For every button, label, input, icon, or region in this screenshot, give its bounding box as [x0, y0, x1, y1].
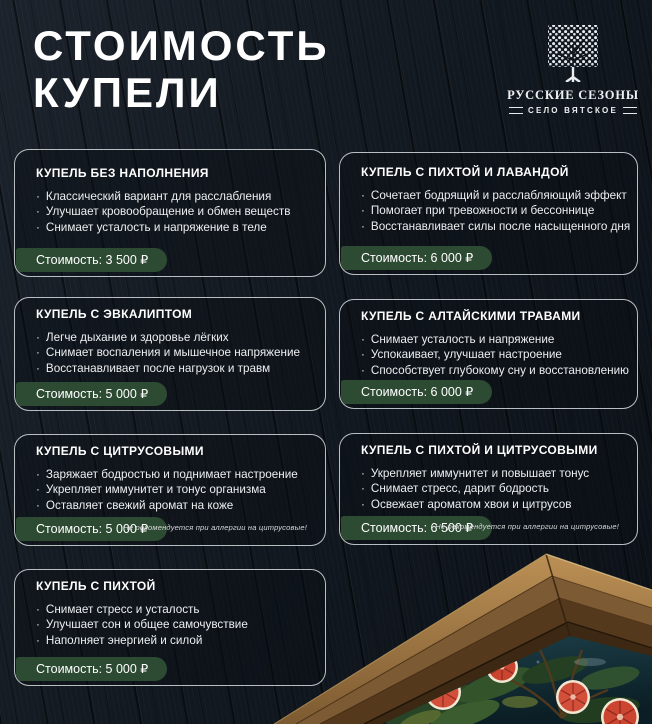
- page-title: [33, 22, 330, 116]
- bullet-item: [36, 602, 321, 617]
- bullet-dot: ·: [36, 220, 40, 234]
- card-title: КУПЕЛЬ С ЭВКАЛИПТОМ: [36, 307, 193, 321]
- card-title: КУПЕЛЬ С ПИХТОЙ И ЦИТРУСОВЫМИ: [361, 443, 598, 457]
- tree-icon: [546, 24, 600, 82]
- card-title: КУПЕЛЬ С АЛТАЙСКИМИ ТРАВАМИ: [361, 309, 581, 323]
- bullet-dot: ·: [36, 361, 40, 375]
- bullet-item: [36, 345, 321, 360]
- bullet-dot: ·: [361, 467, 365, 480]
- bullet-item: [361, 188, 633, 203]
- bullet-dot: ·: [36, 498, 40, 512]
- brand-location-row: [505, 106, 641, 115]
- brand-location: СЕЛО ВЯТСКОЕ: [527, 106, 618, 115]
- bullet-text: Снимает стресс, дарит бодрость: [370, 482, 549, 496]
- bullet-dot: ·: [361, 497, 365, 511]
- bullet-item: [36, 482, 321, 497]
- bullet-item: [361, 466, 633, 481]
- bullet-text: Улучшает кровообращение и обмен веществ: [45, 205, 291, 219]
- bullet-dot: ·: [361, 219, 365, 233]
- bullet-item: [361, 332, 633, 347]
- bullet-item: [36, 330, 321, 345]
- page-title-line2: КУПЕЛИ: [33, 69, 222, 116]
- bullet-text: Укрепляет иммунитет и повышает тонус: [370, 467, 590, 480]
- bullet-dot: ·: [361, 204, 365, 218]
- bullet-text: Способствует глубокому сну и восстановлению: [370, 363, 629, 377]
- bullet-text: Освежает ароматом хвои и цитрусов: [370, 497, 572, 511]
- bullet-dot: ·: [36, 618, 40, 632]
- bullet-text: Легче дыхание и здоровье лёгких: [45, 331, 229, 344]
- bullet-dot: ·: [361, 348, 365, 362]
- price-badge: Стоимость: 6 500 ₽: [341, 516, 492, 540]
- card-title: КУПЕЛЬ С ЦИТРУСОВЫМИ: [36, 444, 204, 458]
- page-title-line1: СТОИМОСТЬ: [33, 22, 330, 69]
- card-title: КУПЕЛЬ БЕЗ НАПОЛНЕНИЯ: [36, 166, 209, 180]
- bullet-item: [361, 363, 633, 378]
- bullet-item: [361, 347, 633, 362]
- bullet-text: Классический вариант для расслабления: [45, 190, 272, 203]
- price-badge: Стоимость: 3 500 ₽: [16, 248, 167, 272]
- bullet-dot: ·: [361, 363, 365, 377]
- bullet-text: Помогает при тревожности и бессоннице: [370, 204, 595, 218]
- bullet-dot: ·: [36, 331, 40, 344]
- card-kupel-no-filling: [14, 149, 326, 277]
- card-bullets: [361, 466, 633, 512]
- bullet-dot: ·: [36, 468, 40, 481]
- bullet-item: [361, 481, 633, 496]
- card-kupel-fir-citrus: [339, 433, 638, 545]
- card-kupel-fir-lavender: [339, 152, 638, 275]
- bullet-text: Наполняет энергией и силой: [45, 633, 203, 647]
- bullet-dot: ·: [36, 633, 40, 647]
- bullet-item: [36, 498, 321, 513]
- brand-logo: [505, 24, 641, 115]
- card-kupel-eucalyptus: [14, 297, 326, 411]
- price-badge: Стоимость: 6 000 ₽: [341, 246, 492, 270]
- bullet-text: Восстанавливает после нагрузок и травм: [45, 361, 271, 375]
- bullet-dot: ·: [36, 190, 40, 203]
- bullet-item: [361, 203, 633, 218]
- bullet-dot: ·: [361, 189, 365, 202]
- bullet-item: [361, 219, 633, 234]
- bullet-text: Укрепляет иммунитет и тонус организма: [45, 483, 266, 497]
- card-bullets: [36, 602, 321, 648]
- card-bullets: [36, 467, 321, 513]
- bullet-dot: ·: [36, 346, 40, 360]
- card-bullets: [36, 189, 321, 235]
- brand-name: РУССКИЕ СЕЗОНЫ: [507, 88, 639, 102]
- bullet-item: [36, 467, 321, 482]
- bullet-dot: ·: [36, 483, 40, 497]
- bullet-dot: ·: [361, 333, 365, 346]
- bullet-text: Заряжает бодростью и поднимает настроение: [45, 468, 298, 481]
- card-bullets: [36, 330, 321, 376]
- card-bullets: [361, 332, 633, 378]
- bullet-text: Сочетает бодрящий и расслабляющий эффект: [370, 189, 627, 202]
- card-kupel-altai-herbs: [339, 299, 638, 409]
- bullet-item: [36, 633, 321, 648]
- card-kupel-citrus: [14, 434, 326, 546]
- allergy-note: Не рекомендуется при аллергии на цитрусовые!: [123, 523, 307, 532]
- bullet-dot: ·: [361, 482, 365, 496]
- bullet-text: Снимает стресс и усталость: [45, 603, 200, 616]
- price-badge: Стоимость: 5 000 ₽: [16, 382, 167, 406]
- bullet-text: Восстанавливает силы после насыщенного дня: [370, 219, 631, 233]
- allergy-note: Не рекомендуется при аллергии на цитрусовые!: [435, 522, 619, 531]
- decorative-lines-icon: [623, 107, 637, 114]
- card-bullets: [361, 188, 633, 234]
- bullet-item: [361, 497, 633, 512]
- hot-tub-photo: [270, 550, 652, 724]
- bullet-item: [36, 204, 321, 219]
- price-badge: Стоимость: 5 000 ₽: [16, 517, 167, 541]
- bullet-item: [36, 189, 321, 204]
- bullet-text: Оставляет свежий аромат на коже: [45, 498, 234, 512]
- bullet-text: Снимает воспаления и мышечное напряжение: [45, 346, 300, 360]
- bullet-item: [36, 361, 321, 376]
- decorative-lines-icon: [509, 107, 523, 114]
- bullet-item: [36, 220, 321, 235]
- bullet-item: [36, 617, 321, 632]
- card-title: КУПЕЛЬ С ПИХТОЙ И ЛАВАНДОЙ: [361, 165, 569, 179]
- card-title: КУПЕЛЬ С ПИХТОЙ: [36, 579, 156, 593]
- bullet-text: Успокаивает, улучшает настроение: [370, 348, 562, 362]
- price-badge: Стоимость: 5 000 ₽: [16, 657, 167, 681]
- bullet-dot: ·: [36, 603, 40, 616]
- bullet-text: Снимает усталость и напряжение: [370, 333, 555, 346]
- bullet-text: Снимает усталость и напряжение в теле: [45, 220, 267, 234]
- price-badge: Стоимость: 6 000 ₽: [341, 380, 492, 404]
- bullet-text: Улучшает сон и общее самочувствие: [45, 618, 248, 632]
- card-kupel-fir: [14, 569, 326, 686]
- bullet-dot: ·: [36, 205, 40, 219]
